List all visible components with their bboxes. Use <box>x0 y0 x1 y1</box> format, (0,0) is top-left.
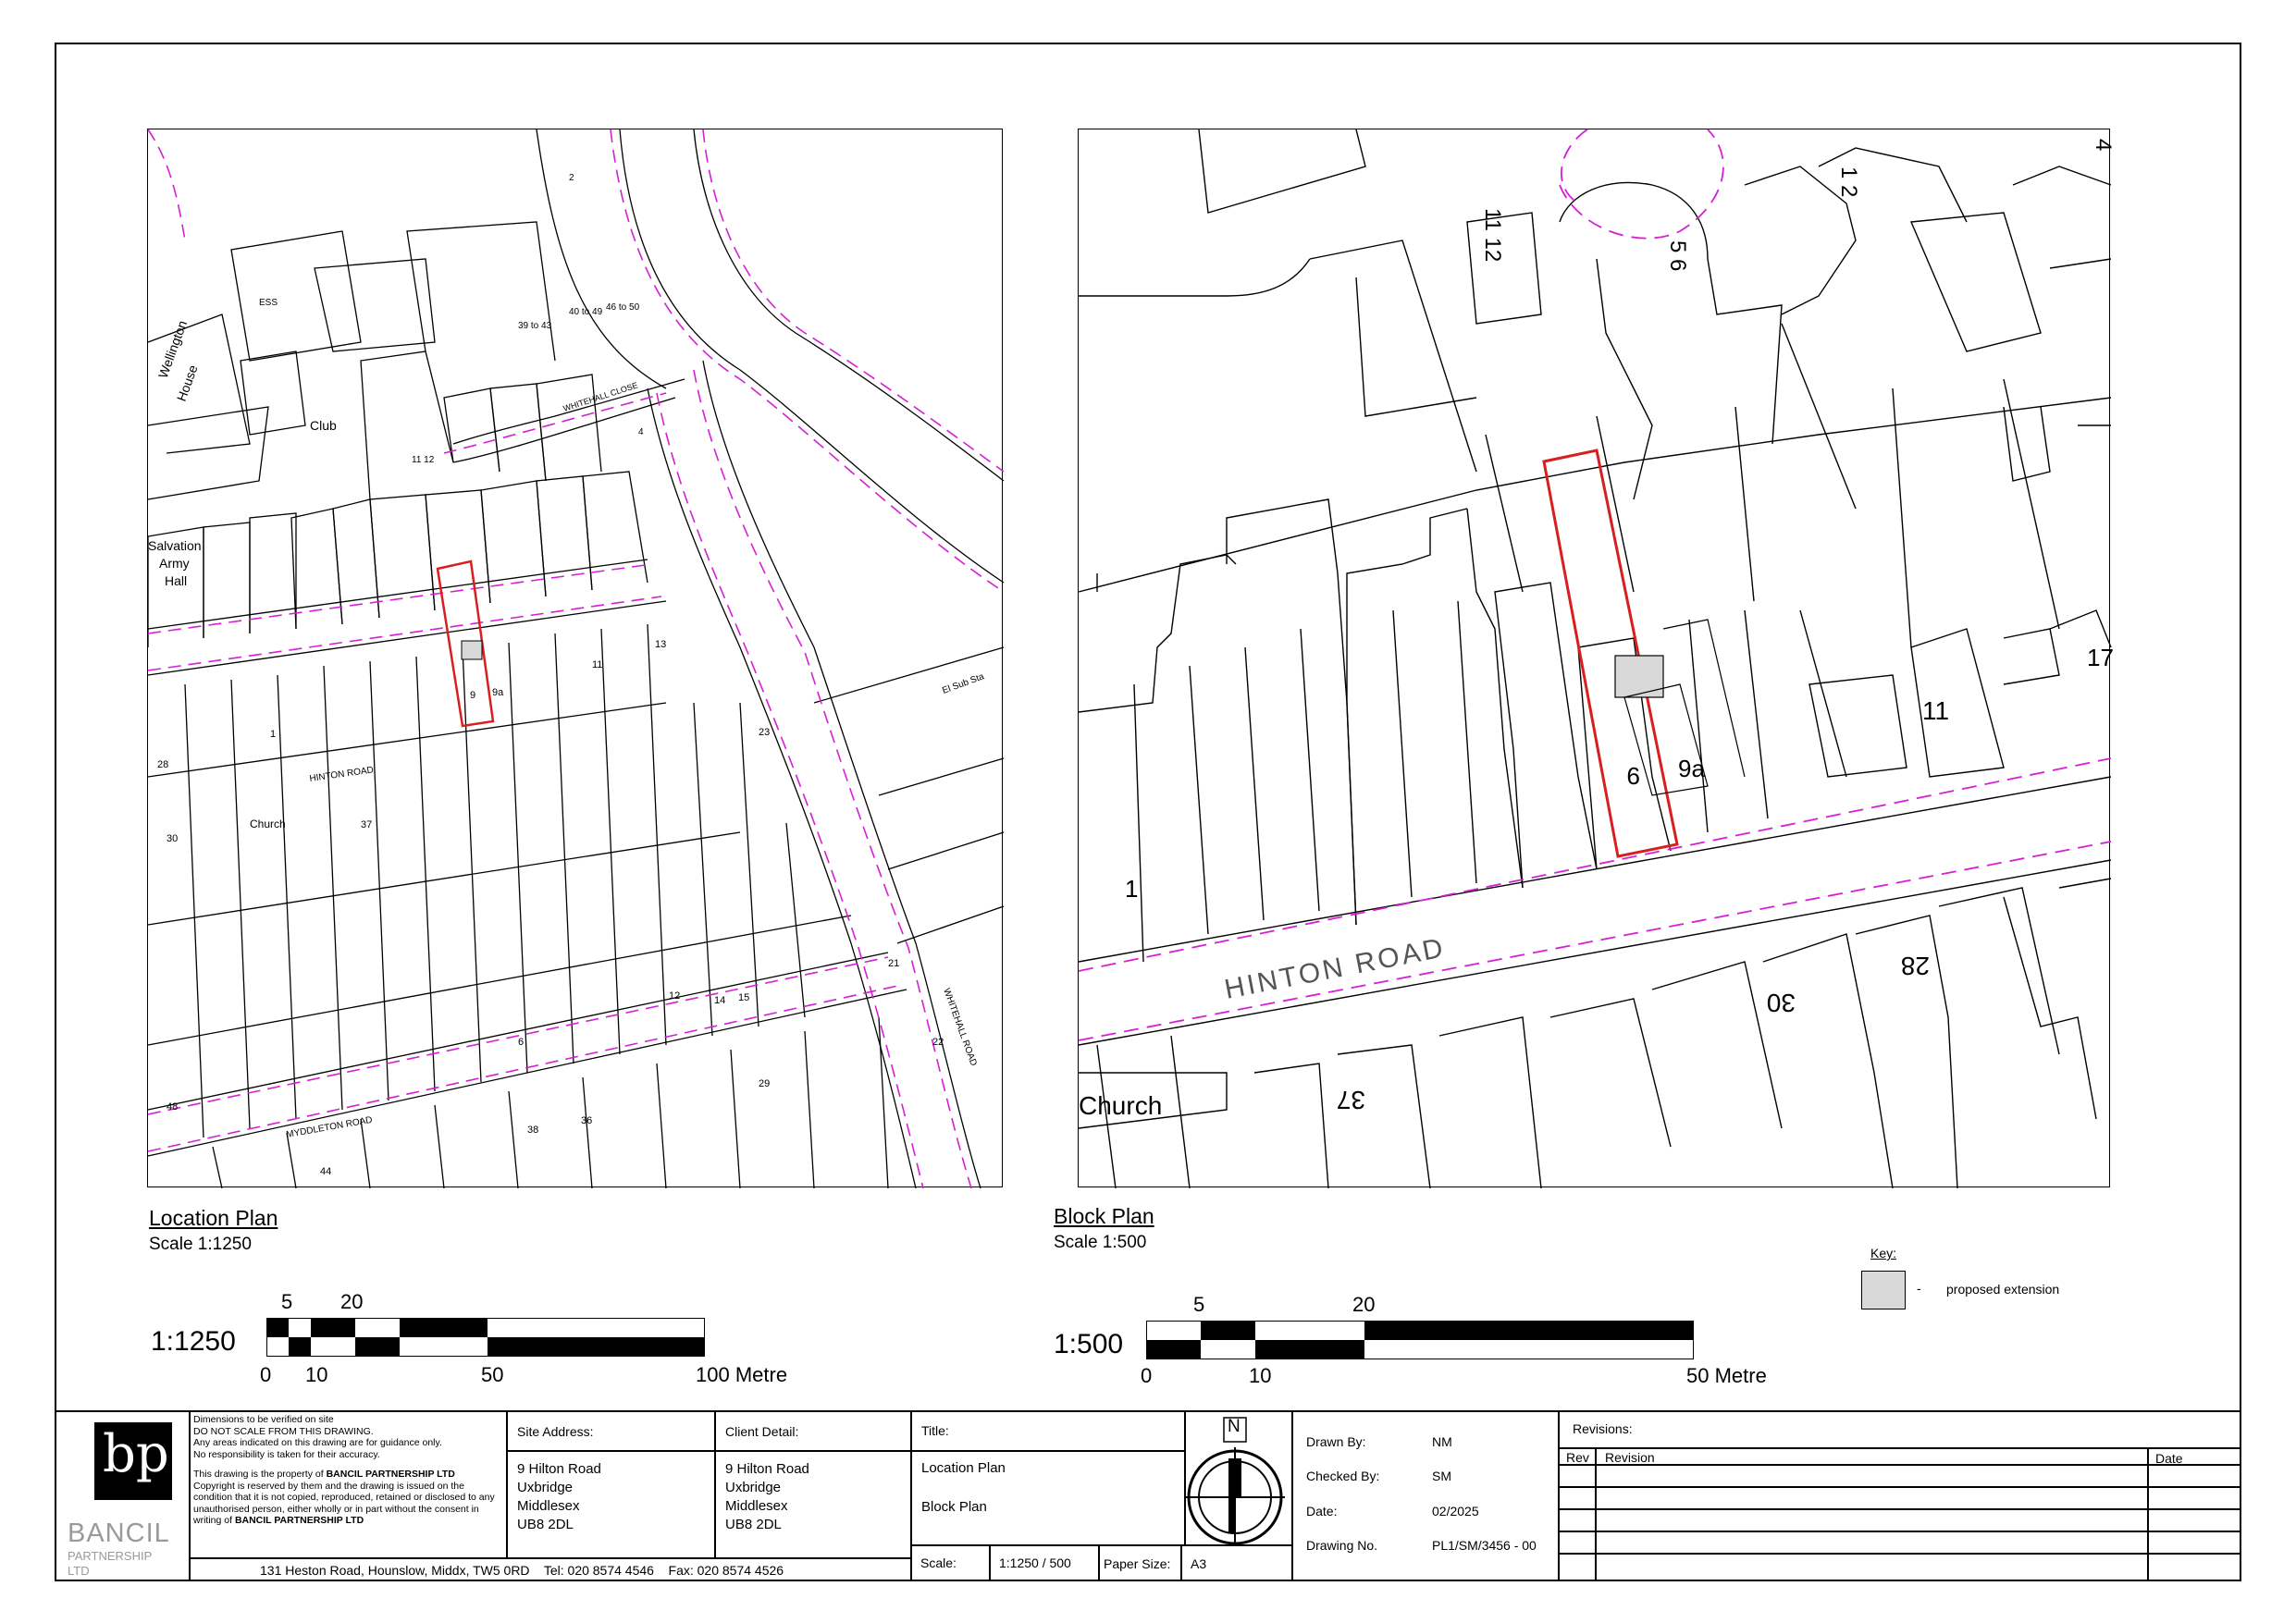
revision-col-revision: Revision <box>1605 1450 1655 1465</box>
block-plan-title: Block Plan <box>1054 1204 1154 1228</box>
key-extension-swatch <box>1861 1271 1906 1309</box>
block-plan-scale-text: Scale 1:500 <box>1054 1233 1147 1252</box>
label-30: 30 <box>167 833 179 844</box>
label-21: 21 <box>888 958 900 969</box>
label-5-6-block: 5 6 <box>1665 240 1690 272</box>
label-church-block: Church <box>1079 1091 1163 1120</box>
label-17-block: 17 <box>2087 644 2114 671</box>
block-scale-top-5: 5 <box>1193 1293 1205 1316</box>
title-block <box>55 1410 2241 1581</box>
proposed-extension <box>462 641 482 659</box>
block-scale-ratio: 1:500 <box>1054 1329 1124 1359</box>
label-9-block: 9 <box>1626 762 1640 790</box>
site-address-line: 9 Hilton Road <box>517 1461 601 1477</box>
label-37: 37 <box>361 819 373 830</box>
block-scale-bottom-0: 0 <box>1141 1364 1153 1387</box>
proposed-extension-block <box>1615 656 1663 697</box>
label-9a: 9a <box>492 687 504 698</box>
label-salvation: Salvation <box>148 538 202 553</box>
label-15: 15 <box>738 992 750 1003</box>
title-line-location-plan: Location Plan <box>921 1460 1006 1476</box>
label-12: 12 <box>669 990 681 1002</box>
block-scale-bar <box>1146 1321 1694 1359</box>
label-hinton-road-block: HINTON ROAD <box>1222 932 1449 1005</box>
client-address-line: UB8 2DL <box>725 1517 782 1532</box>
label-48: 48 <box>167 1101 179 1113</box>
title-label: Title: <box>921 1423 949 1438</box>
location-scale-top-5: 5 <box>281 1290 293 1313</box>
label-hall: Hall <box>165 573 188 588</box>
label-whitehall-road: WHITEHALL ROAD <box>941 987 979 1068</box>
label-1-block: 1 <box>1125 875 1139 903</box>
site-address-line: Uxbridge <box>517 1480 574 1495</box>
logo-sub-partnership: PARTNERSHIP <box>68 1549 153 1563</box>
office-address-line: 131 Heston Road, Hounslow, Middx, TW5 0RD Tel: 020 8574 4546 Fax: 020 8574 4526 <box>260 1563 784 1578</box>
label-11-12: 11 12 <box>412 455 435 465</box>
revision-col-date: Date <box>2155 1451 2183 1466</box>
label-myddleton-road: MYDDLETON ROAD <box>285 1114 374 1140</box>
revision-col-rev: Rev <box>1566 1450 1589 1465</box>
client-address-line: Middlesex <box>725 1498 788 1514</box>
label-1-2-block: 1 2 <box>1836 166 1861 198</box>
key-title: Key: <box>1870 1246 1897 1260</box>
site-address-line: Middlesex <box>517 1498 580 1514</box>
site-address <box>517 1460 601 1534</box>
paper-size-value: A3 <box>1191 1556 1207 1571</box>
label-11-12-block: 11 12 <box>1480 208 1505 263</box>
label-army: Army <box>159 556 190 571</box>
logo-sub-ltd: LTD <box>68 1564 90 1578</box>
block-plan-map <box>1078 129 2116 1187</box>
label-4: 4 <box>638 427 644 437</box>
copyright-company: BANCIL PARTNERSHIP LTD <box>234 1515 364 1526</box>
note-line: Dimensions to be verified on site <box>193 1414 334 1425</box>
label-house: House <box>173 363 201 404</box>
label-ess: ESS <box>259 298 278 308</box>
label-39-to-43: 39 to 43 <box>518 321 552 331</box>
block-plan-drawing <box>1079 129 2116 1188</box>
checked-by-value: SM <box>1432 1469 1451 1483</box>
property-note: This drawing is the property of <box>193 1469 327 1480</box>
site-address-label: Site Address: <box>517 1424 594 1439</box>
location-scale-ratio: 1:1250 <box>151 1326 236 1357</box>
label-9: 9 <box>470 690 476 701</box>
label-30-block: 30 <box>1766 989 1796 1017</box>
location-scale-bottom-50: 50 <box>481 1363 504 1386</box>
location-scale-bottom-100: 100 Metre <box>696 1363 788 1386</box>
block-scale-bottom-10: 10 <box>1249 1364 1272 1387</box>
title-line-block-plan: Block Plan <box>921 1499 987 1515</box>
label-11: 11 <box>592 659 603 670</box>
note-line: No responsibility is taken for their accuracy. <box>193 1448 380 1460</box>
label-2: 2 <box>569 173 574 183</box>
drawn-by-value: NM <box>1432 1434 1452 1449</box>
revisions-label: Revisions: <box>1573 1421 1633 1436</box>
label-church: Church <box>250 818 286 830</box>
logo-letters: bp <box>103 1424 169 1484</box>
client-address-line: Uxbridge <box>725 1480 782 1495</box>
label-23: 23 <box>759 727 771 738</box>
label-13: 13 <box>655 639 667 650</box>
logo-name: BANCIL <box>68 1518 170 1548</box>
label-1: 1 <box>270 729 277 740</box>
label-whitehall-close: WHITEHALL CLOSE <box>562 380 639 413</box>
location-scale-bottom-0: 0 <box>260 1363 272 1386</box>
site-address-line: UB8 2DL <box>517 1517 574 1532</box>
label-40-to-49: 40 to 49 <box>569 307 603 317</box>
location-plan-drawing <box>148 129 1004 1188</box>
label-28: 28 <box>157 759 169 770</box>
label-37-block: 37 <box>1336 1086 1365 1114</box>
label-14: 14 <box>714 995 726 1006</box>
key-label: proposed extension <box>1946 1282 2060 1297</box>
paper-size-label: Paper Size: <box>1104 1556 1171 1571</box>
label-28-block: 28 <box>1900 952 1930 980</box>
key-dash: - <box>1917 1281 1921 1296</box>
location-plan-map <box>147 129 1003 1187</box>
label-22: 22 <box>932 1037 944 1048</box>
location-plan-title: Location Plan <box>149 1206 278 1230</box>
label-29: 29 <box>759 1078 771 1089</box>
location-plan-scale-text: Scale 1:1250 <box>149 1235 252 1254</box>
drawn-by-label: Drawn By: <box>1306 1434 1366 1449</box>
location-scale-bar <box>266 1318 705 1357</box>
block-scale-top-20: 20 <box>1352 1293 1376 1316</box>
location-scale-bottom-10: 10 <box>305 1363 328 1386</box>
label-hinton-road: HINTON ROAD <box>308 765 375 784</box>
label-46-to-50: 46 to 50 <box>606 302 640 313</box>
note-line: Any areas indicated on this drawing are for guidance only. <box>193 1437 442 1448</box>
client-address <box>725 1460 809 1534</box>
block-scale-bottom-50: 50 Metre <box>1686 1364 1767 1387</box>
client-address-line: 9 Hilton Road <box>725 1461 809 1477</box>
drawing-notes <box>193 1414 503 1527</box>
location-scale-top-20: 20 <box>340 1290 364 1313</box>
scale-value: 1:1250 / 500 <box>999 1555 1071 1570</box>
drawing-no-value: PL1/SM/3456 - 00 <box>1432 1538 1537 1553</box>
checked-by-label: Checked By: <box>1306 1469 1380 1483</box>
label-wellington: Wellington <box>154 318 191 381</box>
property-note-company: BANCIL PARTNERSHIP LTD <box>326 1469 455 1480</box>
label-36: 36 <box>581 1115 593 1126</box>
label-el-sub-sta: El Sub Sta <box>941 671 986 696</box>
client-detail-label: Client Detail: <box>725 1424 799 1439</box>
note-line: DO NOT SCALE FROM THIS DRAWING. <box>193 1425 374 1437</box>
label-9a-block: 9a <box>1678 755 1705 782</box>
label-club: Club <box>310 418 337 433</box>
north-letter: N <box>1228 1417 1241 1436</box>
label-44: 44 <box>320 1166 332 1177</box>
date-value: 02/2025 <box>1432 1504 1479 1518</box>
label-38: 38 <box>527 1125 539 1136</box>
label-11-block: 11 <box>1922 696 1950 725</box>
drawing-no-label: Drawing No. <box>1306 1538 1378 1553</box>
copyright-note: Copyright is reserved by them and the drawing is issued on the condition that it is not copied, reproduced, retained or disclosed to any unauthorised person, either wholly or in part without the consent in writing of <box>193 1480 495 1526</box>
date-label: Date: <box>1306 1504 1338 1518</box>
label-6: 6 <box>518 1037 525 1048</box>
label-4-block: 4 <box>2091 139 2116 152</box>
scale-label: Scale: <box>920 1555 957 1570</box>
